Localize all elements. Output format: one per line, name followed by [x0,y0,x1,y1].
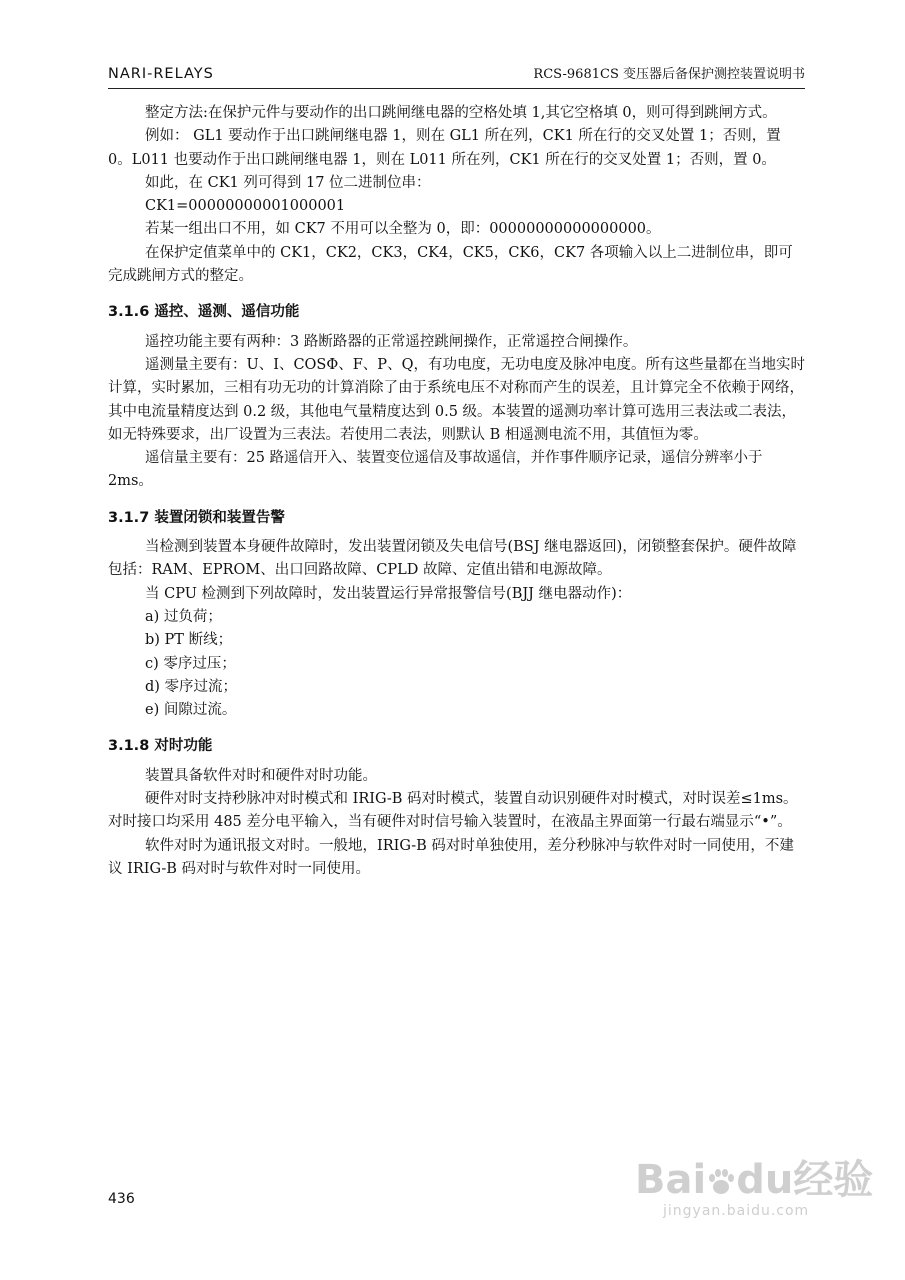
paragraph: 当检测到装置本身硬件故障时，发出装置闭锁及失电信号(BSJ 继电器返回)，闭锁整套保护。硬件故障包括：RAM、EPROM、出口回路故障、CPLD 故障、定值出错和电源故障。 [108,539,797,579]
watermark-url: jingyan.baidu.com [663,1203,810,1219]
section-heading-3-1-7: 3.1.7 装置闭锁和装置告警 [108,509,285,526]
header-manual-title: RCS-9681CS 变压器后备保护测控装置说明书 [533,67,805,82]
paragraph: 例如： GL1 要动作于出口跳闸继电器 1，则在 GL1 所在列，CK1 所在行的交叉处置 1；否则，置 0。L011 也要动作于出口跳闸继电器 1，则在 L011 所在列，CK1 所在行的交叉处置 1；否则，置 0。 [108,128,781,168]
list-item: b) PT 断线； [145,632,233,649]
page-number: 436 [108,1191,135,1207]
paragraph-code-line: CK1=00000000001000001 [145,198,346,215]
paragraph: 软件对时为通讯报文对时。一般地，IRIG-B 码对时单独使用，差分秒脉冲与软件对时一同使用，不建议 IRIG-B 码对时与软件对时一同使用。 [108,837,794,877]
paragraph: 若某一组出口不用，如 CK7 不用可以全整为 0，即：00000000000000000。 [145,221,661,238]
watermark-brand-cn: 经验 [793,1157,874,1203]
watermark-brand-right: du [736,1157,794,1203]
page-header [108,58,805,89]
paragraph: 如此，在 CK1 列可得到 17 位二进制位串： [145,174,431,191]
paragraph: 遥控功能主要有两种：3 路断路器的正常遥控跳闸操作，正常遥控合闸操作。 [145,333,638,350]
list-item: c) 零序过压； [145,655,236,672]
paragraph: 硬件对时支持秒脉冲对时模式和 IRIG-B 码对时模式，装置自动识别硬件对时模式，对时误差≤1ms。对时接口均采用 485 差分电平输入，当有硬件对时信号输入装置时，在液晶主界面第一行最右端显示“•”。 [108,791,798,831]
section-heading-3-1-6: 3.1.6 遥控、遥测、遥信功能 [108,304,300,321]
list-item: a) 过负荷； [145,608,222,625]
watermark-brand-left: Bai [635,1157,707,1203]
section-heading-3-1-8: 3.1.8 对时功能 [108,738,213,755]
paragraph: 当 CPU 检测到下列故障时，发出装置运行异常报警信号(BJJ 继电器动作)： [145,585,632,602]
baidu-jingyan-watermark [635,1148,874,1238]
paragraph: 整定方法:在保护元件与要动作的出口跳闸继电器的空格处填 1,其它空格填 0，则可得到跳闸方式。 [145,105,777,121]
paw-icon [706,1167,736,1197]
paragraph: 遥信量主要有：25 路遥信开入、装置变位遥信及事故遥信，并作事件顺序记录，遥信分辨率小于 2ms。 [108,450,763,490]
paragraph: 装置具备软件对时和硬件对时功能。 [145,767,377,784]
header-company: NARI-RELAYS [108,66,214,82]
document-body [108,102,805,881]
paragraph: 遥测量主要有：U、I、COSΦ、F、P、Q，有功电度，无功电度及脉冲电度。所有这些量都在当地实时计算，实时累加，三相有功无功的计算消除了由于系统电压不对称而产生的误差，且计算完全不依赖于网络，其中电流量精度达到 0.2 级，其他电气量精度达到 0.5 级。本装置的遥测功率计算可选用三表法或二表法，如无特殊要求，出厂设置为三表法。若使用二表法，则默认 B 相遥测电流不用，其值恒为零。 [108,356,805,443]
watermark-logo [635,1148,873,1205]
list-item: e) 间隙过流。 [145,702,237,719]
paragraph: 在保护定值菜单中的 CK1，CK2，CK3，CK4，CK5，CK6，CK7 各项输入以上二进制位串，即可完成跳闸方式的整定。 [108,244,793,285]
list-item: d) 零序过流； [145,678,238,695]
